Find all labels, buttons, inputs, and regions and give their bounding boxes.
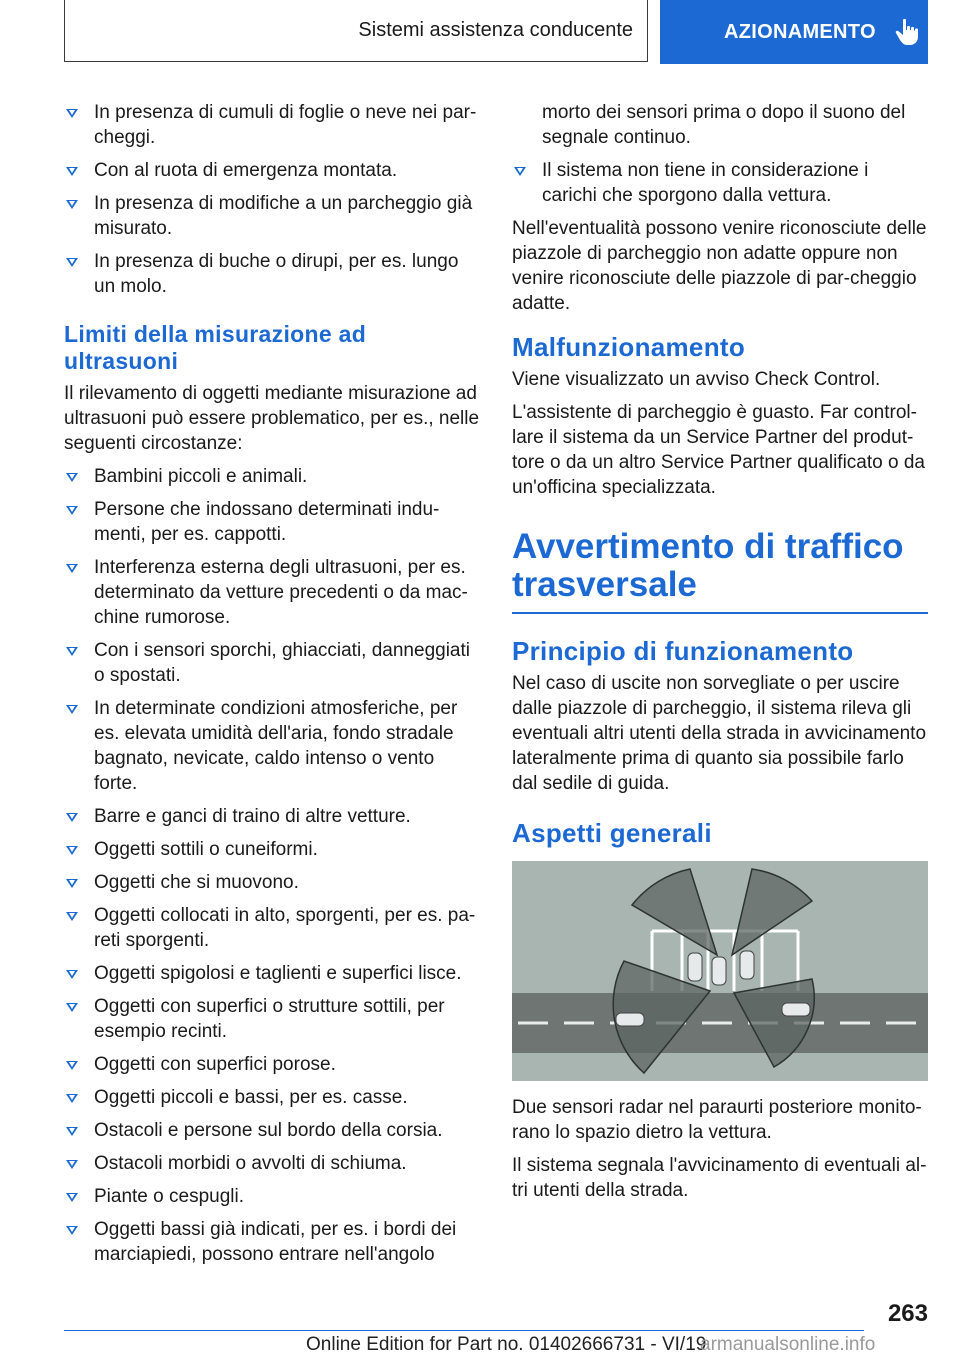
list-item	[64, 837, 480, 862]
list-item	[64, 696, 480, 796]
left-column	[64, 100, 480, 1275]
caption-2: Il sistema segnala l'avvicinamento di eventuali al-tri utenti della strada.	[512, 1155, 927, 1201]
list-item	[64, 1085, 480, 1110]
list-item	[64, 191, 480, 241]
malfunction-heading: Malfunzionamento	[512, 332, 746, 362]
list-item	[64, 870, 480, 895]
list-item-text: Il sistema non tiene in considerazione i carichi che sporgono dalla vettura.	[542, 160, 869, 206]
list-item-text: Oggetti con superfici porose.	[94, 1054, 336, 1075]
list-item-text: Oggetti bassi già indicati, per es. i bordi dei marciapiedi, possono entrare nell'angolo	[94, 1219, 457, 1265]
list-item	[64, 961, 480, 986]
right-column	[512, 100, 928, 1211]
bullet-triangle-icon	[66, 846, 78, 855]
bullet-triangle-icon	[66, 1061, 78, 1070]
list-item	[64, 158, 480, 183]
list-item-text: Oggetti piccoli e bassi, per es. casse.	[94, 1087, 408, 1108]
bullet-triangle-icon	[66, 1160, 78, 1169]
bullet-triangle-icon	[66, 506, 78, 515]
caption-1: Due sensori radar nel paraurti posteriore monito-rano lo spazio dietro la vettura.	[512, 1097, 922, 1143]
list-item-text: Bambini piccoli e animali.	[94, 466, 308, 487]
chapter-label: AZIONAMENTO	[724, 20, 876, 43]
list-item-text: Con al ruota di emergenza montata.	[94, 160, 398, 181]
section-title	[64, 0, 648, 62]
list-item-text: Piante o cespugli.	[94, 1186, 244, 1207]
list-item-text: Interferenza esterna degli ultrasuoni, per es. determinato da vetture precedenti o da mac-chine rumorose.	[94, 557, 468, 628]
list-item	[64, 903, 480, 953]
list-item	[64, 497, 480, 547]
watermark: armanualsonline.info	[700, 1334, 876, 1355]
principle-text: Nel caso di uscite non sorvegliate o per uscire dalle piazzole di parcheggio, il sistema rileva gli eventuali altri utenti della strada in avvicinamento lateralmente prima di quanto sia possibile farlo dal sedile di guida.	[512, 673, 927, 794]
list-item-text: Barre e ganci di traino di altre vetture.	[94, 806, 411, 827]
list-item-text: In presenza di cumuli di foglie o neve nei par-cheggi.	[94, 102, 477, 148]
section-heading: Avvertimento di traffico trasversale	[512, 528, 928, 614]
ultrasound-intro: Il rilevamento di oggetti mediante misurazione ad ultrasuoni può essere problematico, per es., nelle seguenti circostanze:	[64, 383, 480, 454]
bullet-triangle-icon	[66, 912, 78, 921]
bullet-triangle-icon	[66, 970, 78, 979]
bullet-triangle-icon	[66, 200, 78, 209]
list-item	[64, 1151, 480, 1176]
section-label: Sistemi assistenza conducente	[358, 19, 633, 41]
list-item-text: Con i sensori sporchi, ghiacciati, danneggiati o spostati.	[94, 640, 470, 686]
chapter-tab	[660, 0, 928, 64]
list-item-text: Persone che indossano determinati indu-menti, per es. cappotti.	[94, 499, 440, 545]
list-item-text: Oggetti che si muovono.	[94, 872, 299, 893]
list-item	[512, 158, 928, 208]
general-heading: Aspetti generali	[512, 818, 712, 848]
bullet-triangle-icon	[66, 258, 78, 267]
list-item	[64, 1052, 480, 1077]
bullet-triangle-icon	[66, 813, 78, 822]
list-item-text: Oggetti con superfici o strutture sottili, per esempio recinti.	[94, 996, 445, 1042]
list-item	[64, 994, 480, 1044]
list-item	[64, 638, 480, 688]
bullet-triangle-icon	[66, 167, 78, 176]
list-item	[64, 464, 480, 489]
bullet-triangle-icon	[66, 1003, 78, 1012]
list-item	[64, 1217, 480, 1267]
bullet-triangle-icon	[66, 109, 78, 118]
list-item-text: Oggetti spigolosi e taglienti e superfici lisce.	[94, 963, 462, 984]
list-item-text: Oggetti collocati in alto, sporgenti, per es. pa-reti sporgenti.	[94, 905, 476, 951]
list-item	[64, 249, 480, 299]
page-header	[64, 0, 928, 64]
list-item-text: Ostacoli morbidi o avvolti di schiuma.	[94, 1153, 407, 1174]
bullet-triangle-icon	[66, 1226, 78, 1235]
list-item	[64, 1184, 480, 1209]
list-item-text: In presenza di modifiche a un parcheggio già misurato.	[94, 193, 473, 239]
bullet-triangle-icon	[66, 1193, 78, 1202]
list-item-text: In determinate condizioni atmosferiche, per es. elevata umidità dell'aria, fondo stradale bagnato, nevicate, caldo intenso o vento forte.	[94, 698, 458, 794]
principle-heading: Principio di funzionamento	[512, 636, 854, 666]
footer-divider	[64, 1330, 864, 1331]
bullet-triangle-icon	[66, 705, 78, 714]
list-item-text: Oggetti sottili o cuneiformi.	[94, 839, 318, 860]
edition-text: Online Edition for Part no. 01402666731 - VI/19	[306, 1334, 707, 1355]
bullet-triangle-icon	[66, 647, 78, 656]
continued-text: morto dei sensori prima o dopo il suono del segnale continuo.	[542, 102, 906, 148]
list-item	[64, 555, 480, 630]
bullet-triangle-icon	[66, 564, 78, 573]
bullet-triangle-icon	[514, 167, 526, 176]
list-item-text: In presenza di buche o dirupi, per es. lungo un molo.	[94, 251, 459, 297]
hand-pointer-icon	[894, 18, 920, 46]
note-paragraph: Nell'eventualità possono venire riconosciute delle piazzole di parcheggio non adatte oppure non venire riconosciute delle piazzole di par-cheggio adatte.	[512, 218, 927, 314]
list-item	[64, 804, 480, 829]
page-number: 263	[887, 1300, 928, 1327]
bullet-triangle-icon	[66, 879, 78, 888]
malfunction-text-1: Viene visualizzato un avviso Check Control.	[512, 369, 881, 390]
bullet-triangle-icon	[66, 1127, 78, 1136]
bullet-triangle-icon	[66, 473, 78, 482]
cross-traffic-illustration	[512, 861, 928, 1081]
list-item	[64, 100, 480, 150]
list-item	[64, 1118, 480, 1143]
list-item-text: Ostacoli e persone sul bordo della corsia.	[94, 1120, 443, 1141]
malfunction-text-2: L'assistente di parcheggio è guasto. Far control-lare il sistema da un Service Partner del produt-tore o da un altro Service Partner qualificato o da un'officina specializzata.	[512, 402, 925, 498]
bullet-triangle-icon	[66, 1094, 78, 1103]
ultrasound-limits-heading: Limiti della misurazione ad ultrasuoni	[64, 321, 367, 374]
